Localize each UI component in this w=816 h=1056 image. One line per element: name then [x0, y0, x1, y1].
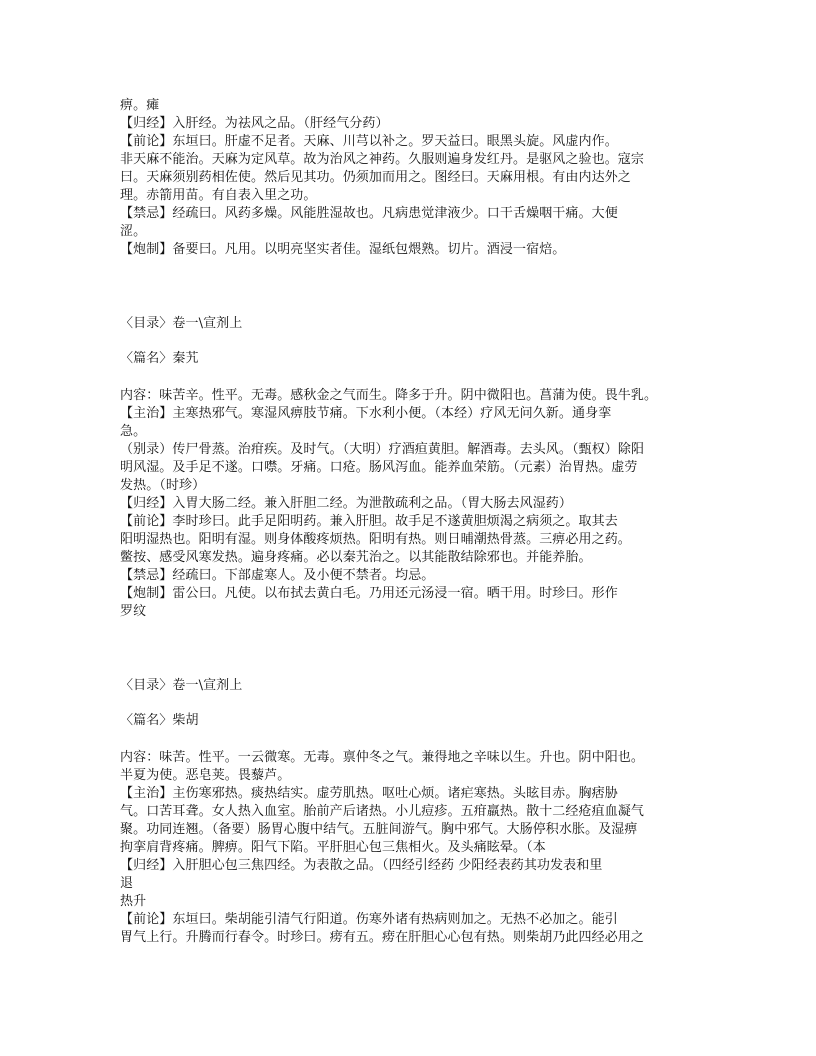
- text-line: 涩。: [120, 224, 147, 239]
- text-line: 鳖按、感受风寒发热。遍身疼痛。必以秦艽治之。以其能散结除邪也。并能养胎。: [120, 550, 592, 565]
- text-line: 理。赤箭用苗。有自表入里之功。: [120, 188, 317, 203]
- text-line: 拘挛肩背疼痛。脾痹。阳气下陷。平肝胆心包三焦相火。及头痛眩晕。（本: [120, 840, 546, 855]
- text-line: 【炮制】雷公曰。凡使。以布拭去黄白毛。乃用还元汤浸一宿。晒干用。时珍曰。形作: [120, 586, 618, 601]
- text-line: 【归经】入胃大肠二经。兼入肝胆二经。为泄散疏利之品。（胃大肠去风湿药）: [120, 496, 573, 511]
- catalog-heading: 〈目录〉卷一\宣剂上: [120, 316, 243, 331]
- text-line: 【前论】东垣曰。柴胡能引清气行阳道。伤寒外诸有热病则加之。无热不必加之。能引: [120, 912, 618, 927]
- chapter-title: 〈篇名〉柴胡: [120, 713, 199, 728]
- text-line: 【主治】主寒热邪气。寒湿风痹肢节痛。下水利小便。（本经）疗风无问久新。通身挛: [120, 406, 612, 421]
- text-line: 气。口苦耳聋。女人热入血室。胎前产后诸热。小儿痘疹。五疳羸热。散十二经疮疽血凝气: [120, 804, 645, 819]
- text-line: 罗纹: [120, 604, 147, 619]
- text-line: 非天麻不能治。天麻为定风草。故为治风之神药。久服则遍身发红丹。是驱风之验也。寇宗: [120, 152, 645, 167]
- text-line: （别录）传尸骨蒸。治疳疾。及时气。（大明）疗酒疸黄胆。解酒毒。去头风。（甄权）除阳: [120, 442, 645, 457]
- text-line: 阳明湿热也。阳明有湿。则身体酸疼烦热。阳明有热。则日晡潮热骨蒸。三痹必用之药。: [120, 532, 631, 547]
- text-line: 【主治】主伤寒邪热。痰热结实。虚劳肌热。呕吐心烦。诸疟寒热。头眩目赤。胸痞胁: [120, 786, 618, 801]
- text-line: 【归经】入肝胆心包三焦四经。为表散之品。（四经引经药 少阳经表药其功发表和里: [120, 858, 603, 873]
- text-line: 【归经】入肝经。为祛风之品。（肝经气分药）: [120, 116, 389, 131]
- text-line: 聚。功同连翘。（备要）肠胃心腹中结气。五脏间游气。胸中邪气。大肠停积水胀。及湿痹: [120, 822, 638, 837]
- chapter-title: 〈篇名〉秦艽: [120, 351, 199, 366]
- text-line: 【禁忌】经疏曰。风药多燥。风能胜湿故也。凡病患觉津液少。口干舌燥咽干痛。大便: [120, 206, 618, 221]
- catalog-heading: 〈目录〉卷一\宣剂上: [120, 678, 243, 693]
- text-line: 热升: [120, 894, 147, 909]
- text-line: 痹。瘫: [120, 98, 160, 113]
- text-line: 【前论】李时珍曰。此手足阳明药。兼入肝胆。故手足不遂黄胆烦渴之病须之。取其去: [120, 514, 618, 529]
- text-line: 【炮制】备要曰。凡用。以明亮坚实者佳。湿纸包煨熟。切片。酒浸一宿焙。: [120, 242, 566, 257]
- text-line: 胃气上行。升腾而行春令。时珍曰。痨有五。痨在肝胆心心包有热。则柴胡乃此四经必用之: [120, 930, 645, 945]
- text-line: 内容：味苦。性平。一云微寒。无毒。禀仲冬之气。兼得地之辛味以生。升也。阴中阳也。: [120, 750, 645, 765]
- text-line: 急。: [120, 424, 147, 439]
- text-line: 【前论】东垣曰。肝虚不足者。天麻、川芎以补之。罗天益曰。眼黑头旋。风虚内作。: [120, 134, 618, 149]
- text-line: 退: [120, 876, 134, 891]
- text-line: 明风湿。及手足不遂。口噤。牙痛。口疮。肠风泻血。能养血荣筋。（元素）治胃热。虚劳: [120, 460, 638, 475]
- text-line: 曰。天麻须别药相佐使。然后见其功。仍须加而用之。图经曰。天麻用根。有由内达外之: [120, 170, 631, 185]
- text-line: 发热。（时珍）: [120, 478, 206, 493]
- text-line: 内容：味苦辛。性平。无毒。感秋金之气而生。降多于升。阴中微阳也。菖蒲为使。畏牛乳。: [120, 388, 658, 403]
- text-line: 半夏为使。恶皂荚。畏藜芦。: [120, 768, 291, 783]
- text-line: 【禁忌】经疏曰。下部虚寒人。及小便不禁者。均忌。: [120, 568, 435, 583]
